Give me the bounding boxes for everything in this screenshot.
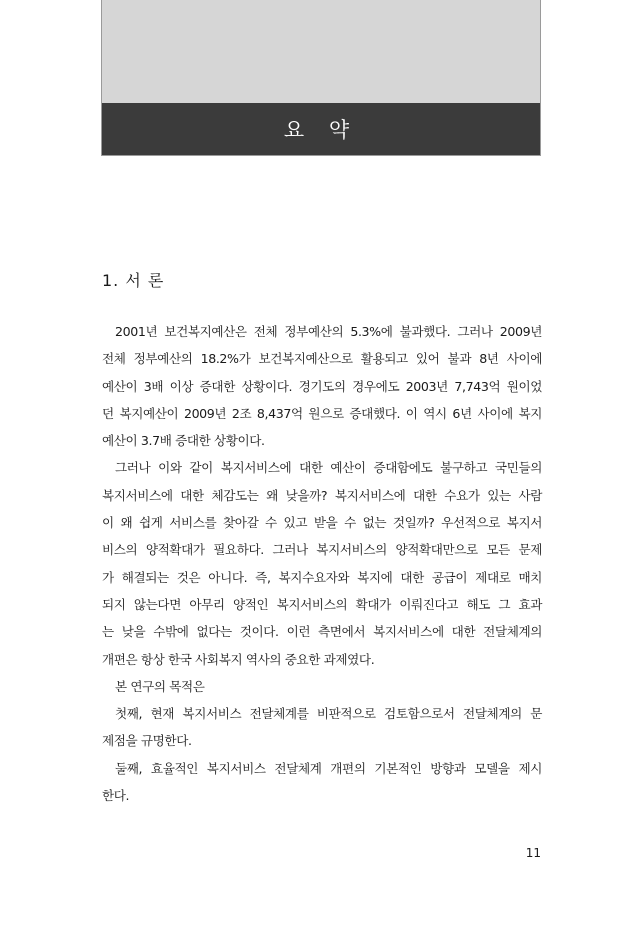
text-line: 던 복지예산이 2009년 2조 8,437억 원으로 증대했다. 이 역시 6년 사이에 복지 xyxy=(102,405,542,421)
text-line: 제점을 규명한다. xyxy=(102,733,192,749)
text-line: 둘째, 효율적인 복지서비스 전달체계 개편의 기본적인 방향과 모델을 제시 xyxy=(115,760,542,776)
text-line: 예산이 3.7배 증대한 상황이다. xyxy=(102,433,265,449)
text-line: 첫째, 현재 복지서비스 전달체계를 비판적으로 검토함으로서 전달체계의 문 xyxy=(115,706,542,722)
chapter-header-box xyxy=(101,0,541,156)
section-heading: 1. 서 론 xyxy=(102,271,165,290)
text-line: 복지서비스에 대한 체감도는 왜 낮을까? 복지서비스에 대한 수요가 있는 사람 xyxy=(102,487,542,503)
text-line: 본 연구의 목적은 xyxy=(115,678,205,694)
text-line: 이 왜 쉽게 서비스를 찾아갈 수 있고 받을 수 없는 것일까? 우선적으로 복지서 xyxy=(102,515,542,531)
text-line: 되지 않는다면 아무리 양적인 복지서비스의 확대가 이뤄진다고 해도 그 효과 xyxy=(102,596,542,612)
text-line: 한다. xyxy=(102,788,130,804)
text-line: 개편은 항상 한국 사회복지 역사의 중요한 과제였다. xyxy=(102,651,375,667)
body-text xyxy=(102,318,542,809)
text-line: 그러나 이와 같이 복지서비스에 대한 예산이 증대함에도 불구하고 국민들의 xyxy=(115,460,542,476)
text-line: 가 해결되는 것은 아니다. 즉, 복지수요자와 복지에 대한 공급이 제대로 매치 xyxy=(102,569,542,585)
text-line: 비스의 양적확대가 필요하다. 그러나 복지서비스의 양적확대만으로 모든 문제 xyxy=(102,542,542,558)
summary-title-band xyxy=(102,103,540,155)
text-line: 는 낮을 수밖에 없다는 것이다. 이런 측면에서 복지서비스에 대한 전달체계의 xyxy=(102,624,542,640)
summary-title: 요 약 xyxy=(283,118,359,142)
text-line: 전체 정부예산의 18.2%가 보건복지예산으로 활용되고 있어 불과 8년 사이에 xyxy=(102,351,542,367)
page-number: 11 xyxy=(525,846,541,860)
text-line: 2001년 보건복지예산은 전체 정부예산의 5.3%에 불과했다. 그러나 2009년 xyxy=(115,324,542,339)
text-line: 예산이 3배 이상 증대한 상황이다. 경기도의 경우에도 2003년 7,743억 원이었 xyxy=(102,378,542,394)
